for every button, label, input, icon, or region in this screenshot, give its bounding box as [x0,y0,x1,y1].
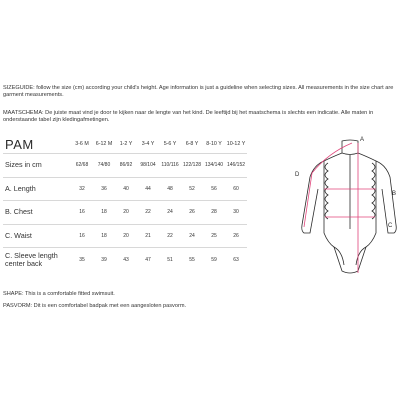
table-row [3,201,247,225]
table-cell: 60 [225,177,247,201]
table-cell: 25 [203,224,225,248]
table-cell: 51 [167,257,173,263]
table-cell: 30 [225,201,247,225]
table-cell: 98/104 [137,154,159,178]
table-cell: 47 [145,257,151,263]
size-column-header: 10-12 Y [225,135,247,154]
row-label: C. Sleeve length center back [5,251,58,268]
intro-english: SIZEGUIDE: follow the size (cm) according your child's height. Age information is just a guideline when selecting sizes. All measurements in the size chart are garment measurements. [3,85,394,98]
row-label: Sizes in cm [5,160,42,170]
row-label: A. Length [5,183,36,193]
size-column-header: 1-2 Y [115,135,137,154]
table-title: PAM [3,135,71,154]
table-cell: 20 [115,201,137,225]
table-cell: 18 [93,201,115,225]
table-cell: 16 [71,224,93,248]
size-column-header: 6-12 M [93,135,115,154]
table-row [3,177,247,201]
shape-english: SHAPE: This is a comfortable fitted swimsuit. [3,291,115,297]
swimsuit-outline [302,140,397,273]
table-cell: 44 [137,177,159,201]
table-row [3,154,247,178]
table-cell: 122/128 [181,154,203,178]
right-ruffle [372,163,375,219]
size-column-header: 8-10 Y [203,135,225,154]
table-cell: 48 [159,177,181,201]
table-cell: 18 [93,224,115,248]
table-cell: 146/152 [225,154,247,178]
table-cell: 28 [203,201,225,225]
shape-dutch: PASVORM: Dit is een comfortabel badpak met een aangesloten pasvorm. [3,303,187,309]
size-column-header: 6-8 Y [181,135,203,154]
table-cell: 110/116 [159,154,181,178]
table-cell: 35 [79,257,85,263]
table-cell: 22 [159,224,181,248]
table-cell: 56 [203,177,225,201]
table-cell: 134/140 [203,154,225,178]
table-cell: 36 [93,177,115,201]
table-cell: 22 [137,201,159,225]
size-column-header: 5-6 Y [159,135,181,154]
collar-shape [342,140,358,155]
left-ruffle [325,163,328,219]
table-cell: 74/80 [93,154,115,178]
table-cell: 39 [101,257,107,263]
table-cell: 59 [211,257,217,263]
table-cell: 26 [225,224,247,248]
sleeve-measure-line [304,143,352,227]
label-d: D [295,172,300,178]
label-c: C [388,223,393,229]
table-cell: 62/68 [71,154,93,178]
table-header-row [3,135,247,154]
table-cell: 40 [115,177,137,201]
table-cell: 52 [181,177,203,201]
swimsuit-diagram [288,133,400,285]
size-column-header: 3-6 M [71,135,93,154]
size-column-header: 3-4 Y [137,135,159,154]
table-row [3,224,247,248]
row-label: C. Waist [5,230,32,240]
table-cell: 55 [189,257,195,263]
label-a: A [360,137,365,143]
table-cell: 16 [71,201,93,225]
row-label: B. Chest [5,207,33,217]
table-cell: 63 [233,257,239,263]
label-b: B [392,191,397,197]
table-cell: 32 [71,177,93,201]
size-table [3,135,247,272]
table-cell: 20 [115,224,137,248]
table-cell: 86/92 [115,154,137,178]
table-cell: 43 [123,257,129,263]
table-row [3,248,247,273]
table-cell: 21 [137,224,159,248]
table-cell: 24 [159,201,181,225]
right-sleeve-shape [376,161,396,233]
intro-dutch: MAATSCHEMA: De juiste maat vind je door te kijken naar de lengte van het kind. De leeftijd bij het maatschema is slechts een indicatie. Alle maten in onderstaande tabel zijn kledingafmetingen. [3,110,374,123]
table-cell: 24 [181,224,203,248]
table-cell: 26 [181,201,203,225]
